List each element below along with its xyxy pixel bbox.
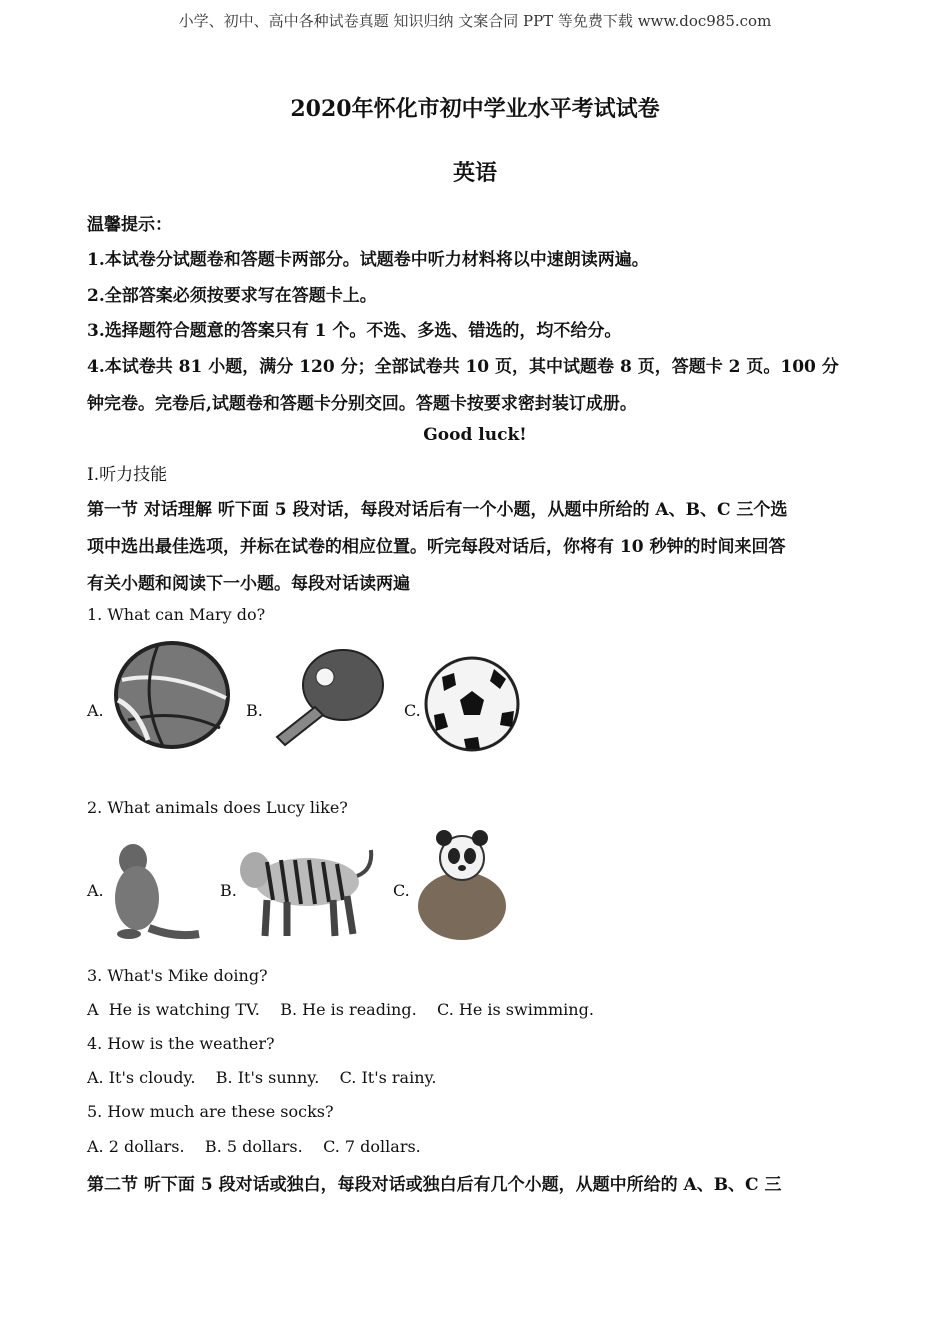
page-header: 小学、初中、高中各种试卷真题 知识归纳 文案合同 PPT 等免费下载 www.doc985.com (178, 12, 772, 30)
question-5-options: A. 2 dollars. B. 5 dollars. C. 7 dollars. (87, 1137, 421, 1156)
question-3-options: A He is watching TV. B. He is reading. C. He is swimming. (87, 1000, 594, 1019)
tips-heading: 温馨提示： (87, 215, 172, 235)
good-luck: Good luck! (423, 425, 527, 445)
question-2: 2. What animals does Lucy like? (87, 798, 348, 817)
question-4: 4. How is the weather? (87, 1034, 275, 1053)
exam-title: 2020年怀化市初中学业水平考试试卷 (290, 96, 660, 122)
q2-option-b: B. (220, 881, 237, 900)
q1-option-c: C. (404, 701, 421, 720)
tip-3: 3.选择题符合题意的答案只有 1 个。不选、多选、错选的，均不给分。 (87, 321, 622, 341)
part1-line-1: 第一节 对话理解 听下面 5 段对话，每段对话后有一个小题，从题中所给的 A、B、C 三个选 (87, 500, 788, 520)
part1-line-3: 有关小题和阅读下一小题。每段对话读两遍 (87, 574, 410, 594)
soccer-ball-icon (424, 655, 520, 753)
part2-line: 第二节 听下面 5 段对话或独白，每段对话或独白后有几个小题，从题中所给的 A、B、C 三 (87, 1175, 782, 1195)
q2-option-a: A. (87, 881, 104, 900)
panda-icon (410, 828, 510, 943)
question-5: 5. How much are these socks? (87, 1102, 334, 1121)
question-3: 3. What's Mike doing? (87, 966, 268, 985)
q1-option-b: B. (246, 701, 263, 720)
tip-4: 4.本试卷共 81 小题，满分 120 分；全部试卷共 10 页，其中试题卷 8 页，答题卡 2 页。100 分 (87, 357, 839, 377)
q1-option-a: A. (87, 701, 104, 720)
tip-2: 2.全部答案必须按要求写在答题卡上。 (87, 286, 377, 306)
tiger-icon (237, 840, 377, 940)
monkey-icon (105, 838, 205, 943)
section-heading: I.听力技能 (87, 465, 168, 485)
basketball-icon (108, 640, 233, 752)
question-4-options: A. It's cloudy. B. It's sunny. C. It's rainy. (87, 1068, 437, 1087)
tip-1: 1.本试卷分试题卷和答题卡两部分。试题卷中听力材料将以中速朗读两遍。 (87, 250, 649, 270)
subject-title: 英语 (452, 160, 497, 186)
ping-pong-paddle-icon (265, 645, 390, 750)
question-1: 1. What can Mary do? (87, 605, 266, 624)
q2-option-c: C. (393, 881, 410, 900)
part1-line-2: 项中选出最佳选项，并标在试卷的相应位置。听完每段对话后，你将有 10 秒钟的时间来回答 (87, 537, 786, 557)
tip-4-cont: 钟完卷。完卷后,试题卷和答题卡分别交回。答题卡按要求密封装订成册。 (87, 394, 637, 414)
